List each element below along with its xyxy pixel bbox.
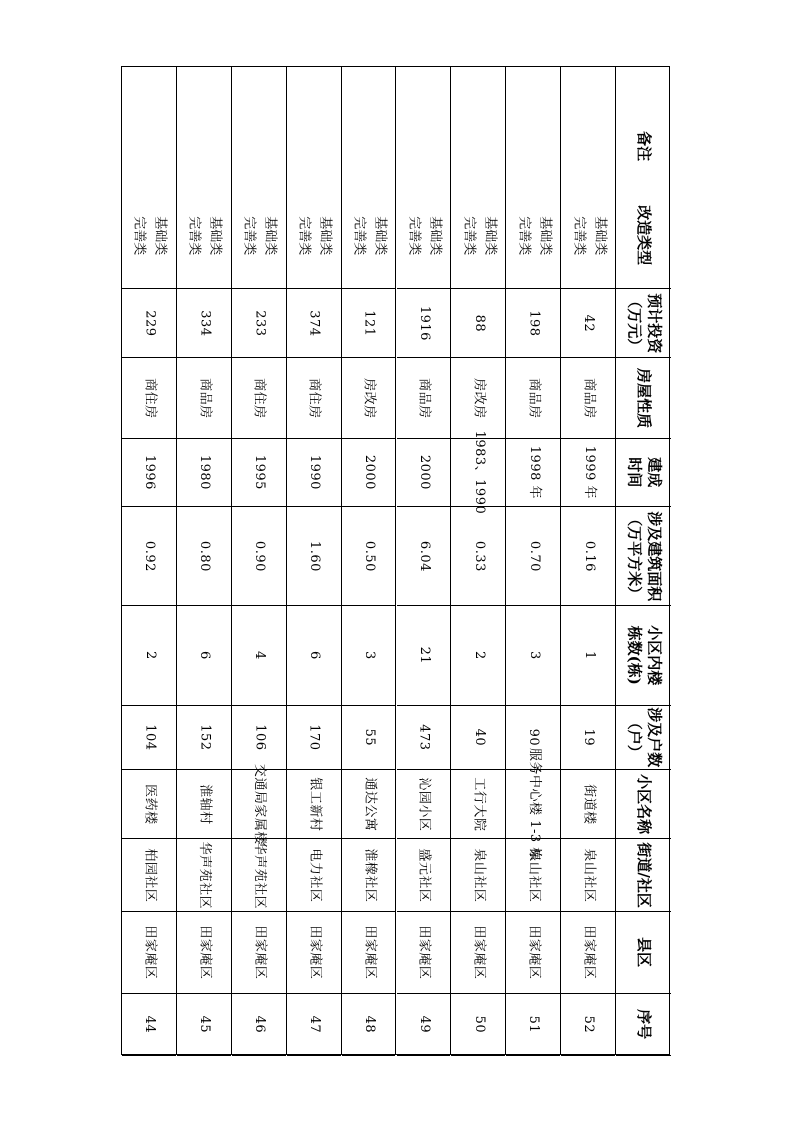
built-value: 1983、1990 xyxy=(471,430,487,515)
nature-value: 房改房 xyxy=(471,377,487,419)
header-label: 备注 xyxy=(634,131,653,162)
cell-invest xyxy=(506,289,560,358)
seq-value: 44 xyxy=(142,1015,158,1034)
type-label: 完善类 xyxy=(406,215,422,256)
nature-value: 房改房 xyxy=(361,377,377,419)
cell-buildings xyxy=(122,606,176,706)
built-value: 1999 年 xyxy=(581,445,597,500)
table-row xyxy=(287,67,342,1054)
cell-name xyxy=(397,770,451,839)
name-value: 银工新村 xyxy=(307,776,323,831)
cell-built xyxy=(287,439,341,507)
cell-households xyxy=(177,706,231,770)
cell-seq xyxy=(122,994,176,1056)
cell-name xyxy=(232,763,286,845)
seq-value: 45 xyxy=(197,1015,213,1034)
cell-county xyxy=(122,912,176,994)
invest-value: 334 xyxy=(197,309,213,337)
street-value: 泉山社区 xyxy=(526,847,542,902)
cell-county xyxy=(451,912,505,994)
area-value: 0.92 xyxy=(142,540,158,572)
cell-nature xyxy=(451,358,505,439)
name-value: 沁园小区 xyxy=(416,776,432,831)
county-value: 田家庵区 xyxy=(142,925,158,980)
type-label: 完善类 xyxy=(461,215,477,256)
table-header-column xyxy=(616,67,671,1054)
header-label: 街道/社区 xyxy=(634,842,653,908)
cell-invest xyxy=(177,289,231,358)
area-value: 6.04 xyxy=(416,540,432,572)
buildings-value: 6 xyxy=(307,651,323,660)
cell-built xyxy=(177,439,231,507)
street-value: 盛元社区 xyxy=(416,847,432,902)
name-value: 服务中心楼 1-3 栋 xyxy=(526,747,542,861)
cell-households xyxy=(451,706,505,770)
buildings-value: 6 xyxy=(197,651,213,660)
seq-value: 46 xyxy=(252,1015,268,1034)
cell-nature xyxy=(506,358,560,439)
cell-name xyxy=(342,770,396,839)
cell-county xyxy=(177,912,231,994)
cell-name xyxy=(287,770,341,839)
street-value: 泉山社区 xyxy=(581,847,597,902)
cell-nature xyxy=(561,358,615,439)
built-value: 1990 xyxy=(307,454,323,491)
cell-built xyxy=(232,439,286,507)
header-label: 房屋性质 xyxy=(634,367,653,429)
invest-value: 374 xyxy=(307,309,323,337)
header-label: （万平方米） xyxy=(624,510,643,602)
cell-street xyxy=(122,839,176,912)
county-value: 田家庵区 xyxy=(361,925,377,980)
header-label: 涉及户数 xyxy=(644,707,663,768)
header-label: （户） xyxy=(624,714,643,761)
cell-buildings xyxy=(287,606,341,706)
cell-area xyxy=(397,507,451,606)
cell-remark xyxy=(451,110,505,183)
households-value: 106 xyxy=(252,724,268,751)
cell-county xyxy=(342,912,396,994)
name-value: 交通局家属楼 xyxy=(252,763,268,845)
header-label: 涉及建筑面积 xyxy=(644,510,663,602)
built-value: 2000 xyxy=(361,454,377,491)
county-value: 田家庵区 xyxy=(307,925,323,980)
cell-seq xyxy=(287,994,341,1056)
cell-area xyxy=(451,507,505,606)
cell-remark xyxy=(506,110,560,183)
area-value: 0.33 xyxy=(471,540,487,572)
cell-buildings xyxy=(342,606,396,706)
cell-buildings xyxy=(397,606,451,706)
county-value: 田家庵区 xyxy=(416,925,432,980)
invest-value: 88 xyxy=(471,314,487,332)
cell-name xyxy=(506,747,560,861)
seq-value: 51 xyxy=(526,1015,542,1034)
type-label: 基础类 xyxy=(262,215,278,256)
header-label: 预计投资 xyxy=(644,292,663,354)
households-value: 152 xyxy=(197,724,213,751)
cell-type xyxy=(451,183,505,289)
cell-remark xyxy=(397,110,451,183)
built-value: 1996 xyxy=(142,454,158,491)
cell-nature xyxy=(287,358,341,439)
cell-buildings xyxy=(232,606,286,706)
header-label: 小区内楼 xyxy=(644,625,663,686)
cell-buildings xyxy=(451,606,505,706)
street-value: 华声苑社区 xyxy=(197,841,213,909)
cell-street xyxy=(287,839,341,912)
header-label: 时间 xyxy=(624,457,643,488)
cell-invest xyxy=(287,289,341,358)
cell-seq xyxy=(342,994,396,1056)
county-value: 田家庵区 xyxy=(526,925,542,980)
cell-seq xyxy=(561,994,615,1056)
header-cell-buildings xyxy=(616,606,671,706)
built-value: 1995 xyxy=(252,454,268,491)
invest-value: 229 xyxy=(142,309,158,337)
cell-remark xyxy=(177,110,231,183)
cell-built xyxy=(451,430,505,515)
header-label: 小区名称 xyxy=(634,773,653,835)
table-row xyxy=(342,67,397,1054)
area-value: 0.50 xyxy=(361,540,377,572)
nature-value: 商品房 xyxy=(526,377,542,419)
type-label: 基础类 xyxy=(537,215,553,256)
header-label: 序号 xyxy=(634,1009,653,1040)
cell-households xyxy=(122,706,176,770)
header-label: 栋数(栋) xyxy=(624,625,643,686)
cell-type xyxy=(342,183,396,289)
cell-nature xyxy=(397,358,451,439)
county-value: 田家庵区 xyxy=(197,925,213,980)
cell-buildings xyxy=(177,606,231,706)
cell-seq xyxy=(397,994,451,1056)
table-row xyxy=(451,67,506,1054)
cell-invest xyxy=(122,289,176,358)
cell-built xyxy=(342,439,396,507)
street-value: 泉山社区 xyxy=(471,847,487,902)
name-value: 通达公寓 xyxy=(361,776,377,831)
nature-value: 商品房 xyxy=(416,377,432,419)
cell-invest xyxy=(451,289,505,358)
type-label: 完善类 xyxy=(296,215,312,256)
seq-value: 52 xyxy=(581,1015,597,1034)
header-cell-type xyxy=(616,183,671,289)
area-value: 0.80 xyxy=(197,540,213,572)
buildings-value: 2 xyxy=(142,651,158,660)
header-cell-households xyxy=(616,706,671,770)
households-value: 170 xyxy=(307,724,323,751)
area-value: 0.90 xyxy=(252,540,268,572)
cell-seq xyxy=(506,994,560,1056)
cell-area xyxy=(506,507,560,606)
header-label: 改造类型 xyxy=(634,205,653,266)
header-cell-street xyxy=(616,839,671,912)
households-value: 19 xyxy=(581,728,597,747)
name-value: 工行大院 xyxy=(471,776,487,831)
header-cell-area xyxy=(616,507,671,606)
cell-area xyxy=(232,507,286,606)
cell-street xyxy=(451,839,505,912)
cell-built xyxy=(506,439,560,507)
table-row xyxy=(561,67,616,1054)
type-label: 基础类 xyxy=(317,215,333,256)
buildings-value: 3 xyxy=(526,651,542,660)
header-cell-name xyxy=(616,770,671,839)
header-label: 建成 xyxy=(644,457,663,488)
cell-seq xyxy=(177,994,231,1056)
street-value: 柏园社区 xyxy=(142,847,158,902)
cell-street xyxy=(561,839,615,912)
cell-invest xyxy=(232,289,286,358)
county-value: 田家庵区 xyxy=(252,925,268,980)
cell-invest xyxy=(561,289,615,358)
area-value: 1.60 xyxy=(307,540,323,572)
cell-street xyxy=(397,839,451,912)
cell-nature xyxy=(342,358,396,439)
cell-households xyxy=(232,706,286,770)
built-value: 1980 xyxy=(197,454,213,491)
cell-street xyxy=(232,839,286,912)
households-value: 90 xyxy=(526,728,542,747)
cell-type xyxy=(287,183,341,289)
header-cell-invest xyxy=(616,289,671,358)
cell-area xyxy=(561,507,615,606)
households-value: 104 xyxy=(142,724,158,751)
buildings-value: 3 xyxy=(361,651,377,660)
header-label: （万元） xyxy=(624,292,643,354)
cell-nature xyxy=(232,358,286,439)
nature-value: 商住房 xyxy=(307,377,323,419)
table-row xyxy=(506,67,561,1054)
street-value: 电力社区 xyxy=(307,847,323,902)
cell-buildings xyxy=(506,606,560,706)
nature-value: 商住房 xyxy=(252,377,268,419)
cell-name xyxy=(561,770,615,839)
invest-value: 42 xyxy=(581,314,597,332)
cell-households xyxy=(342,706,396,770)
table-row xyxy=(232,67,287,1054)
type-label: 完善类 xyxy=(131,215,147,256)
buildings-value: 4 xyxy=(252,651,268,660)
cell-name xyxy=(122,770,176,839)
buildings-value: 1 xyxy=(581,651,597,660)
cell-invest xyxy=(342,289,396,358)
nature-value: 商品房 xyxy=(197,377,213,419)
name-value: 街道楼 xyxy=(581,783,597,825)
cell-households xyxy=(397,706,451,770)
area-value: 0.16 xyxy=(581,540,597,572)
header-cell-built xyxy=(616,439,671,507)
cell-name xyxy=(177,770,231,839)
cell-area xyxy=(122,507,176,606)
cell-county xyxy=(287,912,341,994)
nature-value: 商住房 xyxy=(142,377,158,419)
table-row xyxy=(122,67,177,1054)
cell-county xyxy=(561,912,615,994)
street-value: 淮橡社区 xyxy=(361,847,377,902)
cell-street xyxy=(342,839,396,912)
cell-remark xyxy=(232,110,286,183)
type-label: 完善类 xyxy=(516,215,532,256)
cell-area xyxy=(342,507,396,606)
cell-households xyxy=(506,706,560,770)
area-value: 0.70 xyxy=(526,540,542,572)
cell-remark xyxy=(342,110,396,183)
header-label: 县区 xyxy=(634,937,653,968)
households-value: 55 xyxy=(361,728,377,747)
cell-county xyxy=(397,912,451,994)
built-value: 1998 年 xyxy=(526,445,542,500)
type-label: 基础类 xyxy=(372,215,388,256)
street-value: 华声苑社区 xyxy=(252,841,268,909)
invest-value: 121 xyxy=(361,309,377,337)
invest-value: 1916 xyxy=(416,305,432,341)
cell-type xyxy=(397,183,451,289)
households-value: 473 xyxy=(416,724,432,751)
invest-value: 198 xyxy=(526,309,542,337)
invest-value: 233 xyxy=(252,309,268,337)
cell-built xyxy=(122,439,176,507)
type-label: 完善类 xyxy=(571,215,587,256)
buildings-value: 21 xyxy=(416,646,432,665)
cell-nature xyxy=(177,358,231,439)
type-label: 基础类 xyxy=(482,215,498,256)
type-label: 基础类 xyxy=(427,215,443,256)
cell-type xyxy=(122,183,176,289)
cell-invest xyxy=(397,289,451,358)
households-value: 40 xyxy=(471,728,487,747)
cell-remark xyxy=(287,110,341,183)
cell-buildings xyxy=(561,606,615,706)
cell-area xyxy=(177,507,231,606)
cell-seq xyxy=(451,994,505,1056)
cell-type xyxy=(506,183,560,289)
seq-value: 50 xyxy=(471,1015,487,1034)
cell-built xyxy=(561,439,615,507)
table-row xyxy=(177,67,232,1054)
cell-type xyxy=(232,183,286,289)
cell-street xyxy=(177,839,231,912)
type-label: 基础类 xyxy=(152,215,168,256)
name-value: 医药楼 xyxy=(142,783,158,825)
table-row xyxy=(397,67,452,1054)
header-cell-county xyxy=(616,912,671,994)
type-label: 完善类 xyxy=(186,215,202,256)
cell-name xyxy=(451,770,505,839)
nature-value: 商品房 xyxy=(581,377,597,419)
header-cell-nature xyxy=(616,358,671,439)
seq-value: 49 xyxy=(416,1015,432,1034)
name-value: 淮轴村 xyxy=(197,783,213,825)
type-label: 基础类 xyxy=(591,215,607,256)
type-label: 基础类 xyxy=(207,215,223,256)
cell-seq xyxy=(232,994,286,1056)
cell-households xyxy=(287,706,341,770)
cell-county xyxy=(506,912,560,994)
cell-county xyxy=(232,912,286,994)
cell-remark xyxy=(122,110,176,183)
cell-built xyxy=(397,439,451,507)
housing-renovation-table xyxy=(121,66,670,1055)
type-label: 完善类 xyxy=(351,215,367,256)
type-label: 完善类 xyxy=(241,215,257,256)
seq-value: 48 xyxy=(361,1015,377,1034)
header-cell-remark xyxy=(616,110,671,183)
cell-nature xyxy=(122,358,176,439)
cell-remark xyxy=(561,110,615,183)
header-cell-seq xyxy=(616,994,671,1056)
cell-households xyxy=(561,706,615,770)
built-value: 2000 xyxy=(416,454,432,491)
county-value: 田家庵区 xyxy=(471,925,487,980)
cell-type xyxy=(561,183,615,289)
cell-type xyxy=(177,183,231,289)
county-value: 田家庵区 xyxy=(581,925,597,980)
buildings-value: 2 xyxy=(471,651,487,660)
seq-value: 47 xyxy=(307,1015,323,1034)
cell-area xyxy=(287,507,341,606)
